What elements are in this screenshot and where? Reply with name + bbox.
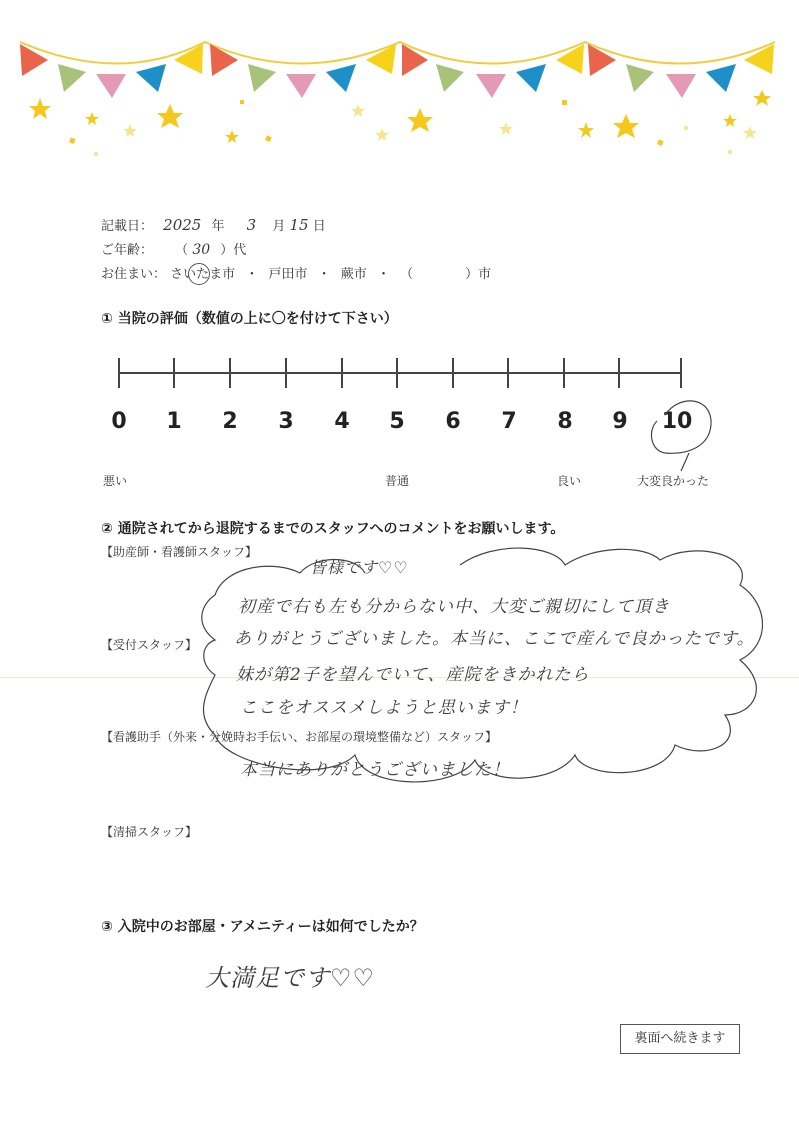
bunting-string bbox=[20, 42, 775, 64]
scale-number-8[interactable]: 8 bbox=[557, 409, 573, 434]
section1-title: ① 当院の評価（数値の上に〇を付けて下さい） bbox=[101, 311, 398, 327]
comment-line-5: 本当にありがとうございました！ bbox=[240, 760, 510, 780]
scale-axis-line bbox=[118, 372, 682, 374]
comment-line-4: ここをオススメしようと思います！ bbox=[240, 698, 528, 718]
handwritten-circle-selection bbox=[645, 395, 715, 475]
age-value[interactable]: 30 bbox=[192, 242, 211, 258]
scale-number-9[interactable]: 9 bbox=[612, 409, 628, 434]
scale-tick bbox=[396, 358, 398, 388]
date-label: 記載日： bbox=[101, 219, 154, 234]
scale-tick bbox=[452, 358, 454, 388]
scale-label-normal: 普通 bbox=[385, 474, 410, 488]
day-unit: 日 bbox=[312, 219, 326, 234]
scale-tick bbox=[118, 358, 120, 388]
scale-tick bbox=[285, 358, 287, 388]
rating-scale bbox=[118, 358, 682, 388]
staff-label-reception: 【受付スタッフ】 bbox=[101, 638, 198, 652]
scale-number-6[interactable]: 6 bbox=[445, 409, 461, 434]
comment-line-1: 初産で右も左も分からない中、大変ご親切にして頂き bbox=[238, 597, 670, 617]
scale-label-very-good: 大変良かった bbox=[637, 474, 710, 488]
residence-row: お住まい： さいたま市 ・ 戸田市 ・ 蕨市 ・ （ ）市 bbox=[101, 263, 491, 282]
age-close-paren: ）代 bbox=[220, 243, 247, 258]
residence-label: お住まい： bbox=[101, 267, 167, 282]
scale-label-bad: 悪い bbox=[103, 474, 128, 488]
age-open-paren: （ bbox=[175, 243, 189, 258]
handwritten-circle-mark bbox=[188, 263, 210, 285]
date-day-value[interactable]: 15 bbox=[289, 216, 309, 234]
comment-line-2: ありがとうございました。本当に、ここで産んで良かったです。 bbox=[234, 629, 755, 649]
scale-tick bbox=[173, 358, 175, 388]
scale-tick bbox=[680, 358, 682, 388]
scale-tick bbox=[507, 358, 509, 388]
scale-number-5[interactable]: 5 bbox=[389, 409, 405, 434]
residence-option-other[interactable]: （ ）市 bbox=[400, 267, 492, 282]
comment-heading-everyone: 皆様です♡♡ bbox=[310, 558, 409, 577]
flag-blue bbox=[136, 64, 166, 92]
staff-label-nursing-assistant: 【看護助手（外来・分娩時お手伝い、お部屋の環境整備など）スタッフ】 bbox=[101, 730, 498, 744]
scale-tick bbox=[341, 358, 343, 388]
scale-tick bbox=[618, 358, 620, 388]
age-label: ご年齢： bbox=[101, 243, 154, 258]
residence-option-saitama[interactable]: さいたま市 bbox=[170, 267, 239, 282]
scale-number-3[interactable]: 3 bbox=[278, 409, 294, 434]
year-unit: 年 bbox=[211, 219, 225, 234]
scale-number-2[interactable]: 2 bbox=[222, 409, 238, 434]
flag-red bbox=[20, 44, 48, 76]
amenity-answer: 大満足です♡♡ bbox=[205, 964, 376, 992]
scale-number-10[interactable]: 10 bbox=[661, 409, 693, 434]
comment-line-3: 妹が第2子を望んでいて、産院をきかれたら bbox=[236, 665, 590, 685]
age-row bbox=[101, 239, 246, 258]
staff-label-cleaning: 【清掃スタッフ】 bbox=[101, 825, 198, 839]
continue-on-back-note: 裏面へ続きます bbox=[620, 1024, 740, 1054]
scale-number-7[interactable]: 7 bbox=[501, 409, 517, 434]
scale-tick bbox=[229, 358, 231, 388]
scale-number-0[interactable]: 0 bbox=[111, 409, 127, 434]
flag-green bbox=[58, 64, 86, 92]
stars-decoration bbox=[29, 90, 771, 156]
month-unit: 月 bbox=[272, 219, 286, 234]
section3-title: ③ 入院中のお部屋・アメニティーは如何でしたか？ bbox=[101, 919, 424, 935]
scale-number-1[interactable]: 1 bbox=[166, 409, 182, 434]
flag-pink bbox=[96, 74, 126, 98]
bunting-banner-decoration bbox=[0, 30, 799, 160]
residence-option-warabi[interactable]: 蕨市 bbox=[340, 267, 367, 282]
scale-label-good: 良い bbox=[557, 474, 582, 488]
date-month-value[interactable]: 3 bbox=[246, 216, 257, 234]
residence-option-toda[interactable]: 戸田市 bbox=[268, 267, 308, 282]
section2-title: ② 通院されてから退院するまでのスタッフへのコメントをお願いします。 bbox=[101, 521, 565, 537]
scale-number-4[interactable]: 4 bbox=[334, 409, 350, 434]
date-row bbox=[101, 215, 326, 234]
date-year-value[interactable]: 2025 bbox=[163, 216, 202, 234]
scale-tick bbox=[563, 358, 565, 388]
staff-label-midwife-nurse: 【助産師・看護師スタッフ】 bbox=[101, 545, 258, 559]
